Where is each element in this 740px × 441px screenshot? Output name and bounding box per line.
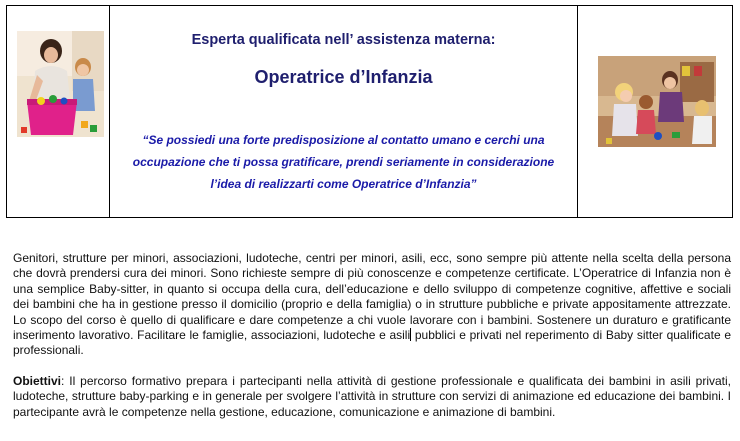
intro-text-b: pubblici e privati nel reperimento di Baby sitter qualificate e professionali.: [13, 328, 731, 358]
objectives-label: Obiettivi: [13, 373, 62, 388]
right-image-cell: [578, 6, 732, 217]
photo-woman-with-child: [17, 31, 104, 137]
intro-paragraph: [13, 251, 731, 359]
quote: “Se possiedi una forte predisposizione al contatto umano e cerchi una occupazione che ti possa gratificare, prendi seriamente in considerazione l’idea di realizzarti come Operatrice d’Infanzia”: [132, 133, 555, 191]
subtitle: Esperta qualificata nell’ assistenza materna:: [191, 32, 496, 48]
left-image-cell: [7, 6, 110, 217]
header-table: [6, 5, 733, 218]
intro-text-a: Genitori, strutture per minori, associazioni, ludoteche, centri per minori, asili, ecc, sono sempre più attente nella scelta della persona che dovrà prendersi cura dei minori. Sono richieste sempre di più conoscenze e competenze certificate. L’Operatrice di Infanzia non è una semplice Baby-sitter, in quanto si occupa della cura, dell’educazione e dello sviluppo di competenze cognitive, affettive e sociali dei bambini che ha in gestione presso il domicilio (proprio e della famiglia) o in strutture pubbliche e private appositamente attrezzate. Lo scopo del corso è quello di qualificare e dare competenze a chi vuole lavorare con i bambini. Sostenere un duraturo e gratificante inserimento lavorativo. Facilitare le famiglie, associazioni, ludoteche e asili: [13, 251, 731, 343]
photo-children-playing: [598, 56, 716, 147]
objectives-paragraph: [13, 374, 731, 420]
objectives-text: : Il percorso formativo prepara i partecipanti nella attività di gestione professionale e qualificata dei bambini in asili privati, ludoteche, strutture baby-parking e in generale per svolgere l’attività in strutture con servizi di animazione ed educazione dei bambini. I partecipante avrà le competenze nella gestione, educazione, comunicazione e animazione di bambini.: [13, 373, 731, 419]
page-title: Operatrice d’Infanzia: [254, 67, 433, 87]
body-text: [13, 251, 731, 420]
title-cell: [110, 6, 578, 217]
